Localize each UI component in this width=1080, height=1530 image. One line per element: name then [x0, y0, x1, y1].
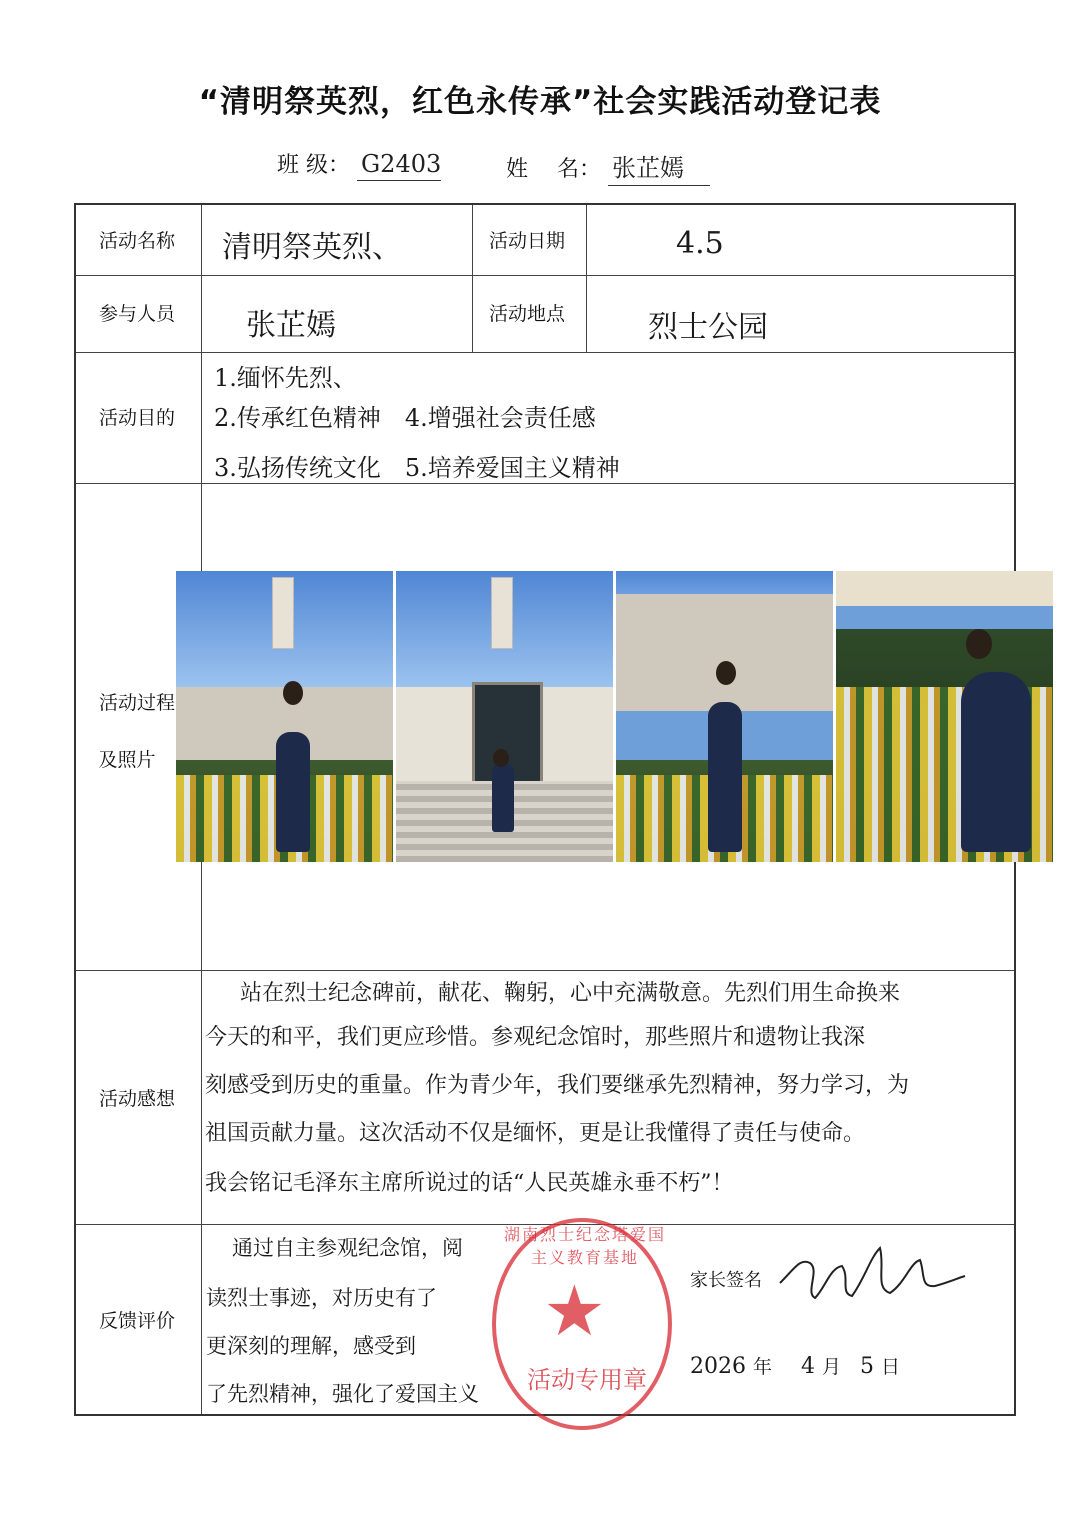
parent-signature — [770, 1238, 970, 1308]
reflection-line-2: 今天的和平，我们更应珍惜。参观纪念馆时，那些照片和遗物让我深 — [205, 1025, 866, 1050]
purpose-line-1: 1.缅怀先烈、 — [214, 364, 357, 392]
reflection-line-3: 刻感受到历史的重量。作为青少年，我们要继承先烈精神，努力学习，为 — [205, 1073, 910, 1098]
photo-student-saluting-at-hall-entrance — [396, 571, 613, 862]
sign-date-day-unit: 日 — [881, 1356, 901, 1378]
name-label: 姓 名： — [506, 157, 601, 182]
feedback-line-3: 更深刻的理解，感受到 — [206, 1334, 416, 1358]
name-field — [506, 148, 710, 186]
feedback-label: 反馈评价 — [98, 1309, 175, 1332]
feedback-line-2: 读烈士事迹，对历史有了 — [206, 1286, 437, 1310]
sign-date-year: 2026 — [690, 1354, 746, 1379]
location-label: 活动地点 — [488, 303, 565, 325]
form-title: “清明祭英烈，红色永传承”社会实践活动登记表 — [198, 84, 882, 120]
activity-photos — [176, 571, 1053, 862]
process-label-line2: 及照片 — [98, 748, 156, 771]
row-divider — [76, 970, 1014, 971]
class-label: 班 级： — [277, 153, 350, 178]
row-divider — [76, 483, 1014, 484]
location-value: 烈士公园 — [648, 310, 768, 345]
activity-date-value: 4.5 — [676, 226, 724, 261]
photo-student-saluting-before-wreaths — [616, 571, 833, 862]
activity-date-label: 活动日期 — [488, 229, 565, 252]
sign-date-year-unit: 年 — [753, 1356, 773, 1378]
photo-student-placing-flowers — [836, 571, 1053, 862]
reflection-line-1: 站在烈士纪念碑前，献花、鞠躬，心中充满敬意。先烈们用生命换来 — [240, 981, 901, 1006]
reflection-line-4: 祖国贡献力量。这次活动不仅是缅怀，更是让我懂得了责任与使命。 — [205, 1121, 866, 1146]
seal-ring-text: 湖南烈士纪念塔爱国主义教育基地 — [503, 1225, 666, 1267]
sign-date — [690, 1352, 900, 1379]
feedback-line-4: 了先烈精神，强化了爱国主义 — [206, 1382, 479, 1406]
seal-bottom-text: 活动专用章 — [527, 1366, 647, 1394]
sign-date-month-unit: 月 — [822, 1356, 842, 1378]
parent-sign-label: 家长签名 — [690, 1270, 762, 1291]
reflection-label: 活动感想 — [98, 1087, 175, 1110]
activity-name-label: 活动名称 — [98, 229, 175, 252]
process-label-line1: 活动过程 — [98, 691, 175, 714]
purpose-line-2: 2.传承红色精神 4.增强社会责任感 — [214, 404, 596, 432]
photo-student-with-flowers-at-monument — [176, 571, 393, 862]
purpose-line-3: 3.弘扬传统文化 5.培养爱国主义精神 — [214, 454, 620, 482]
sign-date-month: 4 — [801, 1354, 816, 1379]
class-field — [277, 148, 441, 181]
class-value: G2403 — [357, 150, 441, 181]
name-value: 张芷嫣 — [608, 148, 710, 186]
seal-star-icon: ★ — [543, 1270, 606, 1352]
reflection-line-5: 我会铭记毛泽东主席所说过的话“人民英雄永垂不朽”！ — [205, 1171, 734, 1196]
row-divider — [76, 352, 1014, 353]
participants-value: 张芷嫣 — [246, 308, 336, 343]
sign-date-day: 5 — [860, 1354, 875, 1379]
feedback-line-1: 通过自主参观纪念馆，阅 — [232, 1236, 463, 1260]
participants-label: 参与人员 — [98, 303, 175, 325]
purpose-label: 活动目的 — [98, 406, 175, 429]
activity-name-value: 清明祭英烈、 — [222, 230, 402, 265]
column-divider — [586, 205, 587, 352]
